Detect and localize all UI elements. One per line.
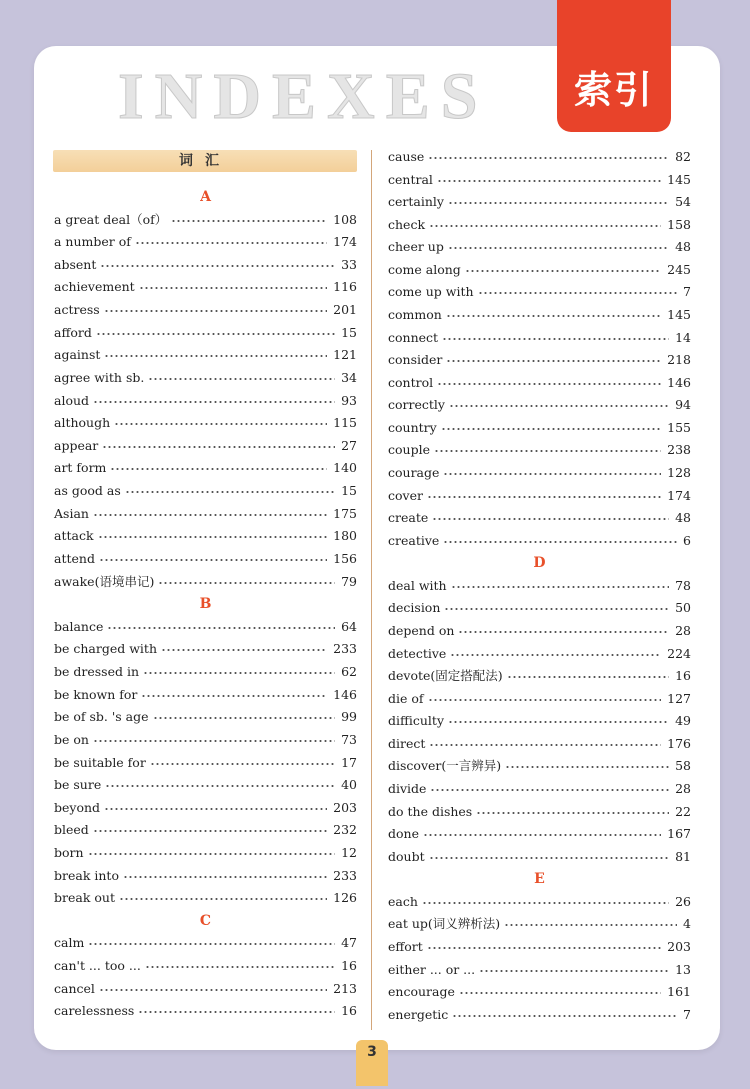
dot-leader: [459, 992, 661, 994]
entry-page-number: 16: [675, 668, 691, 684]
index-entry: [54, 480, 357, 502]
entry-term: each: [388, 893, 418, 909]
index-entry: [388, 214, 691, 236]
entry-page-number: 82: [675, 149, 691, 164]
index-entry: [388, 259, 691, 281]
dot-leader: [99, 989, 327, 991]
entry-page-number: 203: [667, 938, 691, 954]
dot-leader: [446, 315, 661, 317]
entry-term: cancel: [54, 980, 95, 996]
entry-term: done: [388, 826, 419, 842]
dot-leader: [429, 225, 661, 227]
index-entry: [54, 457, 357, 479]
entry-page-number: 50: [675, 600, 691, 616]
entry-page-number: 34: [341, 369, 357, 385]
entry-page-number: 146: [333, 686, 357, 702]
index-entry: [388, 394, 691, 416]
index-entry: [54, 1000, 357, 1022]
entry-term: effort: [388, 938, 423, 954]
index-entry: [54, 435, 357, 457]
entry-page-number: 7: [683, 284, 691, 300]
dot-leader: [145, 966, 335, 968]
entry-page-number: 28: [675, 780, 691, 796]
entry-term: cheer up: [388, 239, 444, 255]
entry-term: agree with sb.: [54, 369, 145, 385]
index-entry: [54, 231, 357, 253]
letter-heading: A: [200, 189, 211, 205]
entry-page-number: 218: [667, 352, 691, 368]
column-divider: [371, 150, 372, 1030]
entry-page-number: 174: [333, 234, 357, 250]
entry-page-number: 49: [675, 713, 691, 729]
dot-leader: [434, 450, 661, 452]
dot-leader: [452, 1015, 677, 1017]
dot-leader: [138, 1011, 335, 1013]
entry-term: check: [388, 216, 426, 232]
index-entry: [388, 733, 691, 755]
dot-leader: [476, 812, 669, 814]
index-entry: [388, 439, 691, 461]
entry-term: either ... or ...: [388, 961, 476, 977]
entry-term: decision: [388, 600, 441, 616]
entry-page-number: 161: [667, 984, 691, 1000]
entry-page-number: 27: [341, 437, 357, 453]
entry-term: come along: [388, 261, 461, 277]
index-entry: [388, 236, 691, 258]
entry-page-number: 62: [341, 664, 357, 680]
dot-leader: [448, 721, 669, 723]
entry-page-number: 4: [683, 916, 691, 932]
dot-leader: [504, 924, 677, 926]
index-entry: [388, 823, 691, 845]
entry-term: discover(一言辨异): [388, 758, 502, 774]
entry-page-number: 81: [675, 848, 691, 864]
index-entry: [54, 729, 357, 751]
entry-term: common: [388, 306, 442, 322]
entry-term: country: [388, 419, 437, 435]
entry-term: consider: [388, 352, 443, 368]
entry-term: be charged with: [54, 641, 157, 657]
dot-leader: [505, 766, 669, 768]
entry-term: Asian: [54, 505, 89, 521]
entry-term: attack: [54, 528, 94, 544]
entry-page-number: 40: [341, 777, 357, 793]
index-entry: [54, 932, 357, 954]
index-entry: [54, 684, 357, 706]
banner-title: INDEXES: [118, 60, 489, 133]
dot-leader: [443, 473, 661, 475]
index-entry: [388, 485, 691, 507]
entry-page-number: 115: [333, 415, 357, 431]
index-entry: [54, 412, 357, 434]
index-entry: [388, 507, 691, 529]
entry-term: as good as: [54, 483, 121, 499]
entry-page-number: 213: [333, 980, 357, 996]
entry-term: doubt: [388, 848, 425, 864]
dot-leader: [110, 468, 327, 470]
dot-leader: [104, 310, 327, 312]
entry-page-number: 175: [333, 505, 357, 521]
dot-leader: [119, 898, 327, 900]
entry-page-number: 203: [333, 799, 357, 815]
entry-term: create: [388, 510, 429, 526]
index-entry: [388, 688, 691, 710]
entry-page-number: 15: [341, 324, 357, 340]
entry-term: control: [388, 374, 434, 390]
dot-leader: [478, 292, 678, 294]
entry-page-number: 47: [341, 935, 357, 951]
entry-term: do the dishes: [388, 803, 473, 819]
dot-leader: [107, 627, 335, 629]
dot-leader: [444, 608, 669, 610]
entry-page-number: 12: [341, 844, 357, 860]
entry-term: can't ... too ...: [54, 958, 141, 974]
index-entry: [54, 525, 357, 547]
index-entry: [388, 304, 691, 326]
entry-page-number: 16: [341, 1003, 357, 1019]
index-entry: [54, 638, 357, 660]
dot-leader: [158, 582, 335, 584]
index-entry: [54, 254, 357, 276]
dot-leader: [171, 220, 327, 222]
dot-leader: [102, 446, 335, 448]
entry-page-number: 174: [667, 487, 691, 503]
index-entry: [388, 778, 691, 800]
entry-term: encourage: [388, 984, 455, 1000]
entry-term: actress: [54, 302, 100, 318]
entry-term: connect: [388, 329, 439, 345]
entry-term: a number of: [54, 234, 131, 250]
entry-page-number: 245: [667, 261, 691, 277]
entry-term: courage: [388, 464, 440, 480]
index-entry: [54, 978, 357, 1000]
entry-page-number: 232: [333, 822, 357, 838]
entry-page-number: 26: [675, 893, 691, 909]
entry-term: couple: [388, 442, 430, 458]
entry-page-number: 108: [333, 211, 357, 227]
dot-leader: [465, 270, 661, 272]
dot-leader: [104, 355, 327, 357]
entry-page-number: 64: [341, 618, 357, 634]
entry-page-number: 28: [675, 622, 691, 638]
index-entry: [54, 797, 357, 819]
entry-term: achievement: [54, 279, 135, 295]
entry-page-number: 58: [675, 758, 691, 774]
letter-heading: C: [199, 912, 212, 929]
entry-page-number: 33: [341, 256, 357, 272]
entry-page-number: 128: [667, 464, 691, 480]
index-entry: [54, 616, 357, 638]
dot-leader: [437, 383, 661, 385]
dot-leader: [479, 970, 669, 972]
dot-leader: [135, 242, 327, 244]
entry-page-number: 93: [341, 392, 357, 408]
index-entry: [388, 981, 691, 1003]
index-entry: [54, 571, 357, 593]
dot-leader: [422, 902, 669, 904]
dot-leader: [427, 496, 661, 498]
entry-page-number: 233: [333, 867, 357, 883]
index-entry: [388, 959, 691, 981]
entry-term: balance: [54, 618, 104, 634]
entry-term: central: [388, 171, 433, 187]
entry-term: deal with: [388, 577, 447, 593]
entry-page-number: 238: [667, 442, 691, 458]
index-entry: [388, 169, 691, 191]
entry-term: bleed: [54, 822, 89, 838]
index-entry: [388, 530, 691, 552]
entry-page-number: 224: [667, 645, 691, 661]
entry-page-number: 99: [341, 709, 357, 725]
index-entry: [54, 865, 357, 887]
dot-leader: [93, 514, 327, 516]
dot-leader: [442, 338, 669, 340]
entry-page-number: 54: [675, 194, 691, 210]
entry-page-number: 79: [341, 573, 357, 589]
entry-page-number: 156: [333, 550, 357, 566]
entry-term: be sure: [54, 777, 102, 793]
index-entry: [388, 575, 691, 597]
dot-leader: [429, 744, 661, 746]
entry-term: calm: [54, 935, 85, 951]
index-entry: [388, 597, 691, 619]
dot-leader: [427, 947, 661, 949]
entry-term: die of: [388, 690, 424, 706]
entry-term: difficulty: [388, 713, 445, 729]
dot-leader: [432, 518, 669, 520]
dot-leader: [98, 536, 328, 538]
index-entry: [388, 891, 691, 913]
index-entry: [54, 503, 357, 525]
dot-leader: [99, 559, 327, 561]
index-entry: [388, 936, 691, 958]
entry-page-number: 127: [667, 690, 691, 706]
entry-term: afford: [54, 324, 92, 340]
entry-page-number: 158: [667, 216, 691, 232]
index-entry: [388, 710, 691, 732]
entry-page-number: 14: [675, 329, 691, 345]
index-entry: [54, 955, 357, 977]
index-entry: [388, 801, 691, 823]
index-entry: [388, 417, 691, 439]
dot-leader: [148, 378, 335, 380]
dot-leader: [161, 649, 327, 651]
dot-leader: [428, 157, 669, 159]
entry-page-number: 176: [667, 735, 691, 751]
index-entry: [54, 344, 357, 366]
dot-leader: [88, 853, 336, 855]
entry-page-number: 94: [675, 397, 691, 413]
entry-term: absent: [54, 256, 97, 272]
entry-page-number: 121: [333, 347, 357, 363]
index-entry: [54, 209, 357, 231]
entry-page-number: 6: [683, 532, 691, 548]
index-entry: [54, 661, 357, 683]
entry-term: born: [54, 844, 84, 860]
index-entry: [388, 146, 691, 168]
entry-page-number: 233: [333, 641, 357, 657]
dot-leader: [448, 202, 669, 204]
entry-page-number: 48: [675, 239, 691, 255]
entry-page-number: 201: [333, 302, 357, 318]
entry-page-number: 7: [683, 1006, 691, 1022]
entry-page-number: 22: [675, 803, 691, 819]
dot-leader: [143, 672, 335, 674]
dot-leader: [428, 699, 662, 701]
entry-term: appear: [54, 437, 99, 453]
entry-page-number: 140: [333, 460, 357, 476]
dot-leader: [104, 808, 327, 810]
dot-leader: [448, 247, 669, 249]
entry-term: although: [54, 415, 111, 431]
entry-page-number: 146: [667, 374, 691, 390]
dot-leader: [123, 876, 327, 878]
index-entry: [388, 1004, 691, 1026]
entry-page-number: 73: [341, 731, 357, 747]
dot-leader: [139, 287, 327, 289]
index-entry: [388, 846, 691, 868]
dot-leader: [449, 405, 669, 407]
dot-leader: [93, 740, 335, 742]
index-entry: [54, 842, 357, 864]
index-entry: [54, 752, 357, 774]
entry-term: devote(固定搭配法): [388, 668, 503, 684]
entry-term: be on: [54, 731, 89, 747]
entry-page-number: 180: [333, 528, 357, 544]
entry-term: awake(语境串记): [54, 573, 155, 589]
entry-term: attend: [54, 550, 95, 566]
letter-heading: B: [199, 596, 212, 613]
dot-leader: [125, 491, 335, 493]
entry-page-number: 13: [675, 961, 691, 977]
dot-leader: [507, 676, 669, 678]
entry-term: aloud: [54, 392, 90, 408]
dot-leader: [105, 785, 335, 787]
entry-page-number: 78: [675, 577, 691, 593]
index-entry: [388, 462, 691, 484]
entry-term: a great deal（of）: [54, 211, 168, 227]
dot-leader: [114, 423, 327, 425]
index-entry: [54, 299, 357, 321]
index-entry: [388, 281, 691, 303]
dot-leader: [446, 360, 661, 362]
index-entry: [388, 327, 691, 349]
entry-term: break out: [54, 890, 115, 906]
dot-leader: [100, 265, 335, 267]
entry-page-number: 145: [667, 306, 691, 322]
entry-term: cause: [388, 149, 425, 164]
entry-page-number: 155: [667, 419, 691, 435]
dot-leader: [429, 857, 669, 859]
dot-leader: [443, 541, 677, 543]
entry-term: be of sb. 's age: [54, 709, 149, 725]
dot-leader: [150, 763, 335, 765]
index-entry: [388, 191, 691, 213]
index-entry: [388, 665, 691, 687]
corner-label: 索引: [573, 68, 654, 112]
dot-leader: [93, 401, 335, 403]
index-entry: [54, 367, 357, 389]
entry-term: creative: [388, 532, 440, 548]
index-entry: [54, 819, 357, 841]
entry-page-number: 116: [333, 279, 357, 295]
index-entry: [54, 322, 357, 344]
index-entry: [388, 913, 691, 935]
dot-leader: [88, 943, 335, 945]
entry-page-number: 16: [341, 958, 357, 974]
dot-leader: [96, 333, 335, 335]
entry-term: direct: [388, 735, 426, 751]
entry-page-number: 126: [333, 890, 357, 906]
entry-term: be suitable for: [54, 754, 146, 770]
entry-page-number: 167: [667, 826, 691, 842]
entry-page-number: 48: [675, 510, 691, 526]
entry-term: be known for: [54, 686, 138, 702]
dot-leader: [93, 830, 327, 832]
index-entry: [388, 372, 691, 394]
entry-page-number: 15: [341, 483, 357, 499]
letter-heading: D: [533, 555, 546, 572]
entry-term: certainly: [388, 194, 444, 210]
index-entry: [54, 774, 357, 796]
dot-leader: [153, 717, 336, 719]
entry-term: cover: [388, 487, 423, 503]
entry-term: energetic: [388, 1006, 449, 1022]
letter-heading: E: [534, 871, 545, 888]
entry-term: against: [54, 347, 101, 363]
entry-term: eat up(词义辨析法): [388, 916, 501, 932]
entry-term: come up with: [388, 284, 474, 300]
entry-term: be dressed in: [54, 664, 139, 680]
dot-leader: [141, 695, 327, 697]
entry-term: beyond: [54, 799, 101, 815]
section-title-bar: 词汇: [53, 150, 357, 172]
entry-term: divide: [388, 780, 427, 796]
index-entry: [388, 349, 691, 371]
entry-term: art form: [54, 460, 107, 476]
entry-term: break into: [54, 867, 119, 883]
index-entry: [388, 620, 691, 642]
index-entry: [54, 276, 357, 298]
index-entry: [54, 548, 357, 570]
entry-term: depend on: [388, 622, 455, 638]
entry-page-number: 145: [667, 171, 691, 187]
entry-page-number: 17: [341, 754, 357, 770]
index-entry: [54, 887, 357, 909]
index-entry: [54, 390, 357, 412]
index-entry: [54, 706, 357, 728]
dot-leader: [451, 586, 670, 588]
dot-leader: [430, 789, 669, 791]
entry-term: detective: [388, 645, 447, 661]
entry-term: carelessness: [54, 1003, 135, 1019]
page-number: 3: [367, 1044, 377, 1060]
dot-leader: [458, 631, 669, 633]
dot-leader: [437, 180, 661, 182]
index-entry: [388, 643, 691, 665]
entry-term: correctly: [388, 397, 445, 413]
dot-leader: [423, 834, 661, 836]
dot-leader: [450, 654, 661, 656]
index-entry: [388, 755, 691, 777]
dot-leader: [441, 428, 661, 430]
